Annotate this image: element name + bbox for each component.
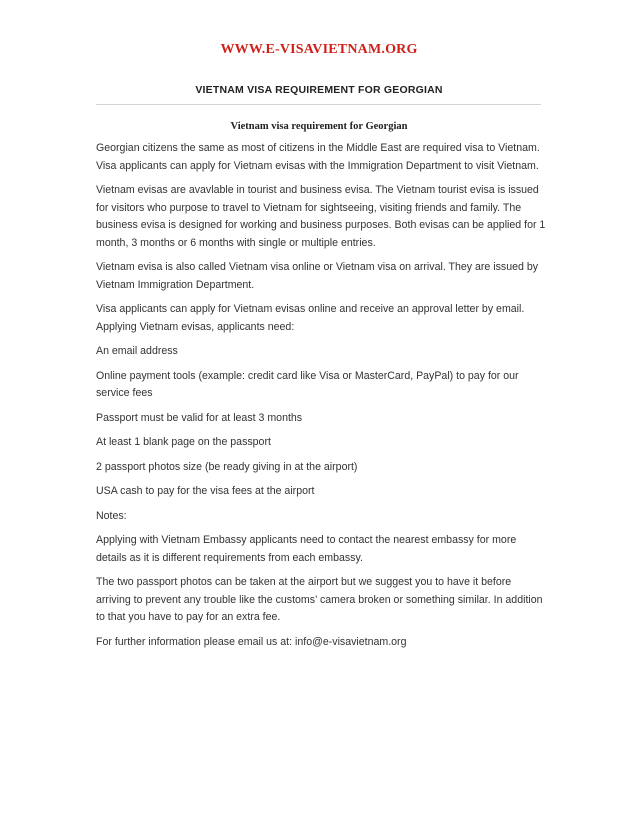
paragraph-intro: Georgian citizens the same as most of citizens in the Middle East are required visa to Vietnam. Visa applicants can apply for Vietnam evisas with the Immigration Department to visit Vietnam. xyxy=(96,142,540,172)
paragraph-embassy-note: Applying with Vietnam Embassy applicants need to contact the nearest embassy for more details as it is different requirements from each embassy. xyxy=(96,534,517,564)
paragraph-apply-online: Visa applicants can apply for Vietnam evisas online and receive an approval letter by email. Applying Vietnam evisas, applicants need: xyxy=(96,303,525,333)
requirement-item: USA cash to pay for the visa fees at the airport xyxy=(96,485,315,497)
requirement-item: Passport must be valid for at least 3 months xyxy=(96,411,303,424)
requirement-item: Online payment tools (example: credit card like Visa or MasterCard, PayPal) to pay for our service fees xyxy=(96,369,519,399)
article-body xyxy=(96,140,546,658)
document-title: VIETNAM VISA REQUIREMENT FOR GEORGIAN xyxy=(195,84,443,96)
site-title: WWW.E-VISAVIETNAM.ORG xyxy=(220,42,418,57)
title-divider xyxy=(96,104,541,105)
paragraph-evisa-names: Vietnam evisa is also called Vietnam visa online or Vietnam visa on arrival. They are issued by Vietnam Immigration Department. xyxy=(96,261,539,291)
paragraph-photo-note: The two passport photos can be taken at the airport but we suggest you to have it before arriving to prevent any trouble like the customs’ camera broken or something similar. In addition to that you have to pay for an extra fee. xyxy=(96,576,543,623)
paragraph-evisa-types: Vietnam evisas are avavlable in tourist and business evisa. The Vietnam tourist evisa is issued for visitors who purpose to travel to Vietnam for sightseeing, visiting friends and family. The business evisa is designed for working and business purposes. Both evisas can be applied for 1 month, 3 months or 6 months with single or multiple entries. xyxy=(96,184,546,249)
requirement-item: At least 1 blank page on the passport xyxy=(96,436,271,448)
requirement-item: 2 passport photos size (be ready giving in at the airport) xyxy=(96,460,358,473)
article-subtitle: Vietnam visa requirement for Georgian xyxy=(230,121,408,132)
notes-heading: Notes: xyxy=(96,509,127,522)
paragraph-contact: For further information please email us at: info@e-visavietnam.org xyxy=(96,635,407,648)
requirement-item: An email address xyxy=(96,345,178,357)
